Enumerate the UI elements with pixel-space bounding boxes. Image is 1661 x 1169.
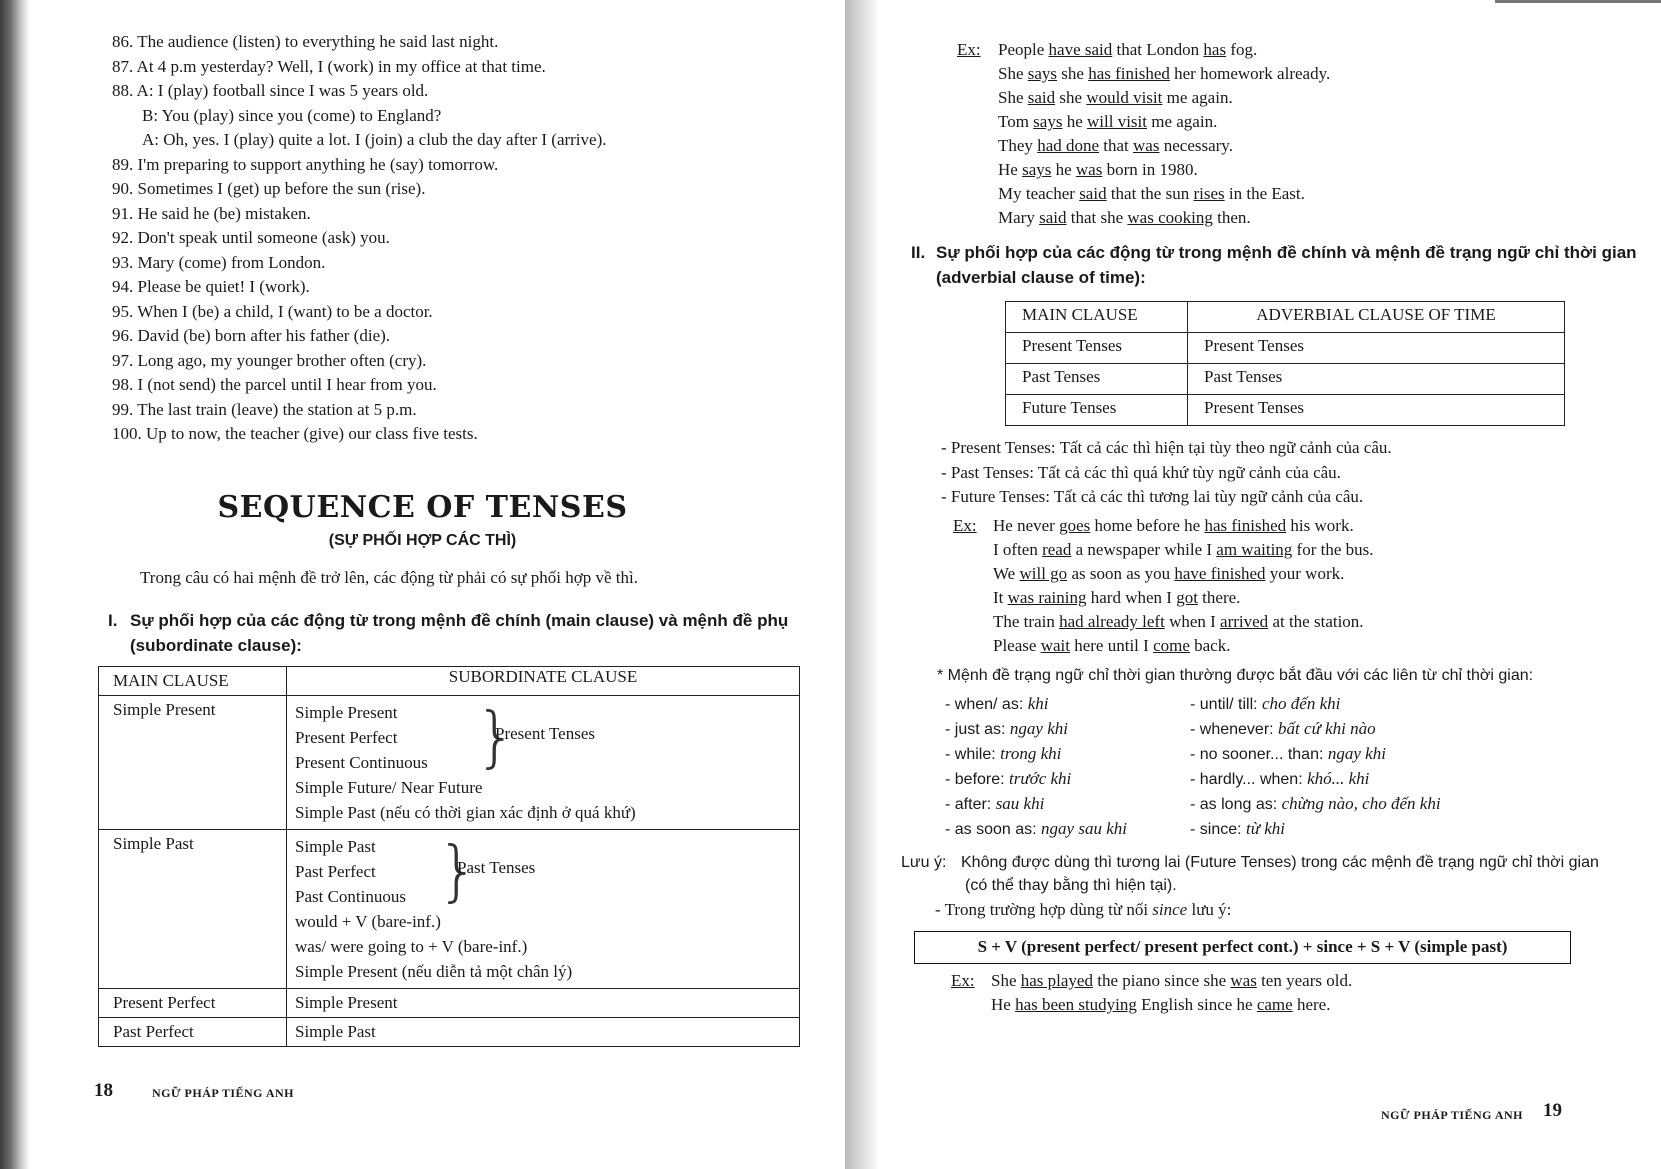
example-sentence [957, 134, 1330, 158]
example-sentence [951, 969, 1352, 993]
conjunction-row [945, 791, 1565, 816]
exercise-item: B: You (play) since you (come) to England? [142, 105, 442, 125]
sentence-fragment: here until I [1069, 636, 1154, 655]
example-sentence [953, 562, 1374, 586]
sentence-fragment: We [993, 564, 1020, 583]
verb-underlined: said [1039, 208, 1067, 227]
right-page [845, 0, 1661, 1169]
verb-underlined: got [1176, 588, 1198, 607]
sentence-fragment: He never [993, 516, 1060, 535]
sentence-fragment: then. [1212, 208, 1251, 227]
tense-group [295, 700, 791, 775]
tense-group-label: Past Tenses [457, 858, 536, 877]
conjunction-item [945, 791, 1044, 817]
heading-number: II. [911, 243, 926, 262]
sentence-fragment: me again. [1146, 112, 1218, 131]
tense-item: was/ were going to + V (bare-inf.) [295, 937, 528, 956]
sentence-fragment: she [1057, 64, 1089, 83]
sentence-fragment: for the bus. [1292, 540, 1374, 559]
sentence-fragment: I often [993, 540, 1043, 559]
exercise-item: 92. Don't speak until someone (ask) you. [112, 228, 390, 247]
main-clause-cell: Past Tenses [1006, 364, 1188, 395]
table-row [99, 989, 800, 1018]
header-adverbial-clause: ADVERBIAL CLAUSE OF TIME [1188, 302, 1565, 333]
conjunction-word: - while: [945, 746, 1001, 763]
verb-underlined: has [1203, 40, 1227, 59]
conjunction-item [1190, 791, 1441, 817]
conjunction-meaning: sau khi [995, 794, 1045, 813]
conjunction-meaning: bất cứ khi nào [1278, 719, 1376, 738]
conjunction-word: - after: [945, 796, 996, 813]
verb-underlined: arrived [1220, 612, 1269, 631]
conjunction-meaning: khi [1027, 694, 1049, 713]
sentence-fragment: he [1051, 160, 1076, 179]
adverbial-cell: Present Tenses [1188, 333, 1565, 364]
verb-underlined: will visit [1087, 112, 1147, 131]
tense-item: Present Continuous [295, 753, 428, 772]
sentence-fragment: me again. [1162, 88, 1233, 107]
verb-underlined: had already left [1059, 612, 1165, 631]
conjunction-word: - hardly... when: [1190, 771, 1308, 788]
main-clause-cell: Future Tenses [1006, 395, 1188, 426]
sentence-fragment: She [991, 971, 1021, 990]
verb-underlined: was raining [1007, 588, 1087, 607]
main-clause-cell: Present Perfect [99, 989, 287, 1018]
verb-underlined: was [1230, 971, 1257, 990]
verb-underlined: has finished [1204, 516, 1287, 535]
verb-underlined: am waiting [1216, 540, 1293, 559]
exercise-item: 96. David (be) born after his father (die). [112, 326, 391, 345]
conjunction-word: - until/ till: [1190, 696, 1263, 713]
verb-underlined: rises [1193, 184, 1225, 203]
verb-underlined: said [1027, 88, 1056, 107]
table-header-row [1006, 302, 1565, 333]
table-row [1006, 364, 1565, 395]
heading-text: Sự phối hợp của các động từ trong mệnh đề chính và mệnh đề trạng ngữ chỉ thời gian (adverbial clause of time): [936, 243, 1637, 287]
sentence-fragment: It [993, 588, 1008, 607]
heading-number: I. [108, 611, 118, 630]
exercise-item: 86. The audience (listen) to everything he said last night. [112, 32, 499, 51]
verb-underlined: has played [1020, 971, 1093, 990]
conjunction-item [1190, 716, 1376, 742]
exercise-item: 91. He said he (be) mistaken. [112, 203, 311, 223]
conjunction-meaning: ngay khi [1327, 744, 1386, 763]
page-number: 19 [1543, 1100, 1562, 1121]
heading-text: Sự phối hợp của các động từ trong mệnh đề chính (main clause) và mệnh đề phụ (subordinate clause): [130, 611, 789, 655]
header-subordinate-clause: SUBORDINATE CLAUSE [287, 667, 800, 696]
verb-underlined: was [1075, 160, 1103, 179]
sentence-fragment: back. [1189, 636, 1231, 655]
conjunction-meaning: trong khi [1000, 744, 1062, 763]
example-label: Ex: [953, 516, 977, 535]
tense-item: Past Continuous [295, 887, 406, 906]
heading-main-subordinate [108, 608, 808, 658]
sentence-fragment: that she [1066, 208, 1128, 227]
tense-item: would + V (bare-inf.) [295, 912, 441, 931]
conjunction-list [945, 691, 1565, 841]
heading-adverbial-clause [911, 240, 1651, 290]
subordinate-cell [287, 696, 800, 830]
sentence-fragment: there. [1197, 588, 1241, 607]
sentence-fragment: People [998, 40, 1049, 59]
exercise-item: 93. Mary (come) from London. [112, 252, 326, 272]
sentence-fragment: your work. [1265, 564, 1345, 583]
example-label: Ex: [951, 971, 975, 990]
section-subtitle: (SỰ PHỐI HỢP CÁC THÌ) [328, 532, 517, 549]
verb-underlined: had done [1037, 136, 1100, 155]
adverbial-clause-table [1005, 301, 1565, 426]
conjunction-item [945, 691, 1048, 717]
bullet-item: - Present Tenses: Tất cả các thì hiện tại tùy theo ngữ cảnh của câu. [941, 438, 1392, 457]
sentence-fragment: necessary. [1159, 136, 1233, 155]
sentence-fragment: He [998, 160, 1023, 179]
tense-item: Simple Present [295, 703, 398, 722]
conjunction-item [1190, 691, 1340, 717]
sentence-fragment: fog. [1226, 40, 1258, 59]
conjunction-meaning: ngay khi [1009, 719, 1068, 738]
sentence-fragment: Tom [998, 112, 1034, 131]
conjunction-word: - since: [1190, 821, 1247, 838]
sentence-fragment: that London [1112, 40, 1204, 59]
example-sentence [957, 158, 1330, 182]
curly-brace-icon: } [437, 832, 479, 909]
example-sentence [953, 586, 1374, 610]
example-sentence [957, 86, 1330, 110]
conjunction-meaning: chừng nào, cho đến khi [1281, 794, 1441, 813]
conjunction-row [945, 766, 1565, 791]
exercise-item: 88. A: I (play) football since I was 5 years old. [112, 81, 429, 100]
example-block [957, 38, 1330, 230]
conjunction-row [945, 741, 1565, 766]
example-block [951, 969, 1352, 1017]
sentence-fragment: hard when I [1086, 588, 1177, 607]
table-row [1006, 333, 1565, 364]
example-sentence [957, 182, 1330, 206]
verb-underlined: read [1042, 540, 1072, 559]
exercise-item: 87. At 4 p.m yesterday? Well, I (work) in my office at that time. [112, 56, 546, 76]
main-clause-cell: Simple Past [99, 830, 287, 989]
subordinate-cell: Simple Present [287, 989, 800, 1018]
conjunction-meaning: trước khi [1009, 769, 1072, 788]
exercise-item: 94. Please be quiet! I (work). [112, 277, 310, 296]
verb-underlined: has been studying [1015, 995, 1137, 1014]
verb-underlined: have said [1048, 40, 1113, 59]
conjunction-meaning: cho đến khi [1262, 694, 1341, 713]
table-header-row [99, 667, 800, 696]
example-sentence [957, 38, 1330, 62]
conjunction-word: - as long as: [1190, 796, 1282, 813]
tense-bullets [941, 436, 1392, 510]
example-sentence [957, 62, 1330, 86]
tense-item: Past Perfect [295, 862, 376, 881]
exercise-item: 90. Sometimes I (get) up before the sun (rise). [112, 179, 426, 198]
conjunction-word: - when/ as: [945, 696, 1028, 713]
exercise-item: 89. I'm preparing to support anything he (say) tomorrow. [112, 154, 499, 174]
intro-text: Trong câu có hai mệnh đề trở lên, các động từ phải có sự phối hợp về thì. [140, 568, 638, 587]
example-sentence [957, 206, 1330, 230]
header-main-clause: MAIN CLAUSE [1006, 302, 1188, 333]
subordinate-cell [287, 830, 800, 989]
sentence-fragment: English since he [1136, 995, 1257, 1014]
conjunction-word: - just as: [945, 721, 1010, 738]
luu-y-note [901, 851, 1621, 897]
sentence-fragment: that the sun [1106, 184, 1194, 203]
sentence-fragment: that [1099, 136, 1134, 155]
sentence-fragment: her homework already. [1169, 64, 1331, 83]
conjunction-row [945, 716, 1565, 741]
tense-item: Simple Future/ Near Future [295, 778, 483, 797]
conjunction-word: - as soon as: [945, 821, 1042, 838]
verb-underlined: wait [1040, 636, 1070, 655]
conjunction-word: - no sooner... than: [1190, 746, 1328, 763]
table-row [99, 830, 800, 989]
verb-underlined: was [1133, 136, 1160, 155]
tense-group-label: Present Tenses [495, 724, 596, 743]
table-row [1006, 395, 1565, 426]
conjunction-row [945, 816, 1565, 841]
example-sentence [957, 110, 1330, 134]
since-note-post: lưu ý: [1187, 900, 1232, 919]
sentence-fragment: The train [993, 612, 1060, 631]
verb-underlined: come [1153, 636, 1190, 655]
conjunction-word: - before: [945, 771, 1010, 788]
sentence-fragment: a newspaper while I [1071, 540, 1217, 559]
example-sentence [953, 538, 1374, 562]
since-note-pre: - Trong trường hợp dùng từ nối [935, 900, 1153, 919]
conjunction-item [945, 716, 1068, 742]
since-note-word: since [1152, 900, 1188, 919]
conjunction-meaning: ngay sau khi [1041, 819, 1127, 838]
tense-item: Simple Past [295, 837, 376, 856]
table-row [99, 1018, 800, 1047]
verb-underlined: has finished [1088, 64, 1170, 83]
conjunction-note: * Mệnh đề trạng ngữ chỉ thời gian thường được bắt đầu với các liên từ chỉ thời gian: [937, 667, 1534, 684]
bullet-item: - Future Tenses: Tất cả các thì tương lai tùy ngữ cảnh của câu. [941, 487, 1364, 506]
conjunction-item [1190, 816, 1285, 842]
verb-underlined: goes [1059, 516, 1091, 535]
exercise-item: 100. Up to now, the teacher (give) our class five tests. [112, 424, 478, 443]
tense-item: Simple Present (nếu diễn tả một chân lý) [295, 962, 573, 981]
verb-underlined: says [1022, 160, 1052, 179]
top-edge-rule [1495, 0, 1661, 3]
main-clause-cell: Past Perfect [99, 1018, 287, 1047]
conjunction-item [1190, 766, 1369, 792]
conjunction-meaning: khó... khi [1307, 769, 1370, 788]
running-footer: NGỮ PHÁP TIẾNG ANH [1381, 1108, 1524, 1122]
sentence-fragment: She [998, 88, 1028, 107]
table-row [99, 696, 800, 830]
verb-underlined: said [1079, 184, 1107, 203]
example-sentence [953, 514, 1374, 538]
conjunction-item [945, 741, 1061, 767]
exercise-item: 95. When I (be) a child, I (want) to be a doctor. [112, 301, 433, 321]
adverbial-cell: Present Tenses [1188, 395, 1565, 426]
verb-underlined: was cooking [1127, 208, 1213, 227]
sentence-fragment: My teacher [998, 184, 1080, 203]
example-sentence [953, 610, 1374, 634]
sentence-fragment: at the station. [1268, 612, 1364, 631]
exercise-list [112, 30, 832, 447]
sentence-fragment: She [998, 64, 1028, 83]
main-clause-cell: Simple Present [99, 696, 287, 830]
example-sentence [951, 993, 1352, 1017]
example-label: Ex: [957, 40, 981, 59]
conjunction-item [1190, 741, 1386, 767]
verb-underlined: says [1027, 64, 1058, 83]
verb-underlined: came [1256, 995, 1293, 1014]
since-note [935, 900, 1231, 920]
sentence-fragment: he [1062, 112, 1087, 131]
sentence-fragment: Mary [998, 208, 1040, 227]
exercise-item: A: Oh, yes. I (play) quite a lot. I (join) a club the day after I (arrive). [142, 130, 607, 149]
conjunction-item [945, 766, 1071, 792]
tense-group [295, 834, 791, 909]
sentence-fragment: in the East. [1224, 184, 1305, 203]
main-subordinate-table [98, 666, 800, 1047]
verb-underlined: will go [1019, 564, 1068, 583]
sentence-fragment: his work. [1286, 516, 1354, 535]
header-main-clause: MAIN CLAUSE [99, 667, 287, 696]
tense-item: Simple Past (nếu có thời gian xác định ở quá khứ) [295, 803, 636, 822]
verb-underlined: would visit [1086, 88, 1163, 107]
adverbial-cell: Past Tenses [1188, 364, 1565, 395]
sentence-fragment: home before he [1090, 516, 1205, 535]
verb-underlined: have finished [1174, 564, 1266, 583]
luu-y-label: Lưu ý: [901, 854, 947, 871]
sentence-fragment: Please [993, 636, 1041, 655]
sentence-fragment: she [1055, 88, 1087, 107]
exercise-item: 99. The last train (leave) the station at 5 p.m. [112, 399, 417, 419]
example-block [953, 514, 1374, 658]
sentence-fragment: ten years old. [1256, 971, 1353, 990]
sentence-fragment: the piano since she [1092, 971, 1231, 990]
section-title: SEQUENCE OF TENSES [217, 490, 628, 525]
sentence-fragment: here. [1292, 995, 1331, 1014]
conjunction-item [945, 816, 1127, 842]
sentence-fragment: They [998, 136, 1038, 155]
sentence-fragment: as soon as you [1067, 564, 1175, 583]
sentence-fragment: He [991, 995, 1016, 1014]
conjunction-row [945, 691, 1565, 716]
exercise-item: 97. Long ago, my younger brother often (cry). [112, 350, 427, 370]
bullet-item: - Past Tenses: Tất cả các thì quá khứ tùy ngữ cảnh của câu. [941, 462, 1341, 482]
main-clause-cell: Present Tenses [1006, 333, 1188, 364]
running-footer: NGỮ PHÁP TIẾNG ANH [152, 1086, 295, 1100]
tense-item: Present Perfect [295, 728, 398, 747]
conjunction-word: - whenever: [1190, 721, 1279, 738]
sentence-fragment: when I [1164, 612, 1221, 631]
verb-underlined: says [1033, 112, 1063, 131]
subordinate-cell: Simple Past [287, 1018, 800, 1047]
exercise-item: 98. I (not send) the parcel until I hear from you. [112, 375, 437, 394]
luu-y-text: Không được dùng thì tương lai (Future Tenses) trong các mệnh đề trạng ngữ chỉ thời gian (có thể thay bằng thì hiện tại). [961, 854, 1599, 894]
curly-brace-icon: } [475, 698, 517, 775]
conjunction-meaning: từ khi [1246, 819, 1286, 838]
sentence-fragment: born in 1980. [1102, 160, 1198, 179]
example-sentence [953, 634, 1374, 658]
since-formula-box: S + V (present perfect/ present perfect cont.) + since + S + V (simple past) [914, 931, 1571, 964]
page-number: 18 [94, 1080, 113, 1101]
